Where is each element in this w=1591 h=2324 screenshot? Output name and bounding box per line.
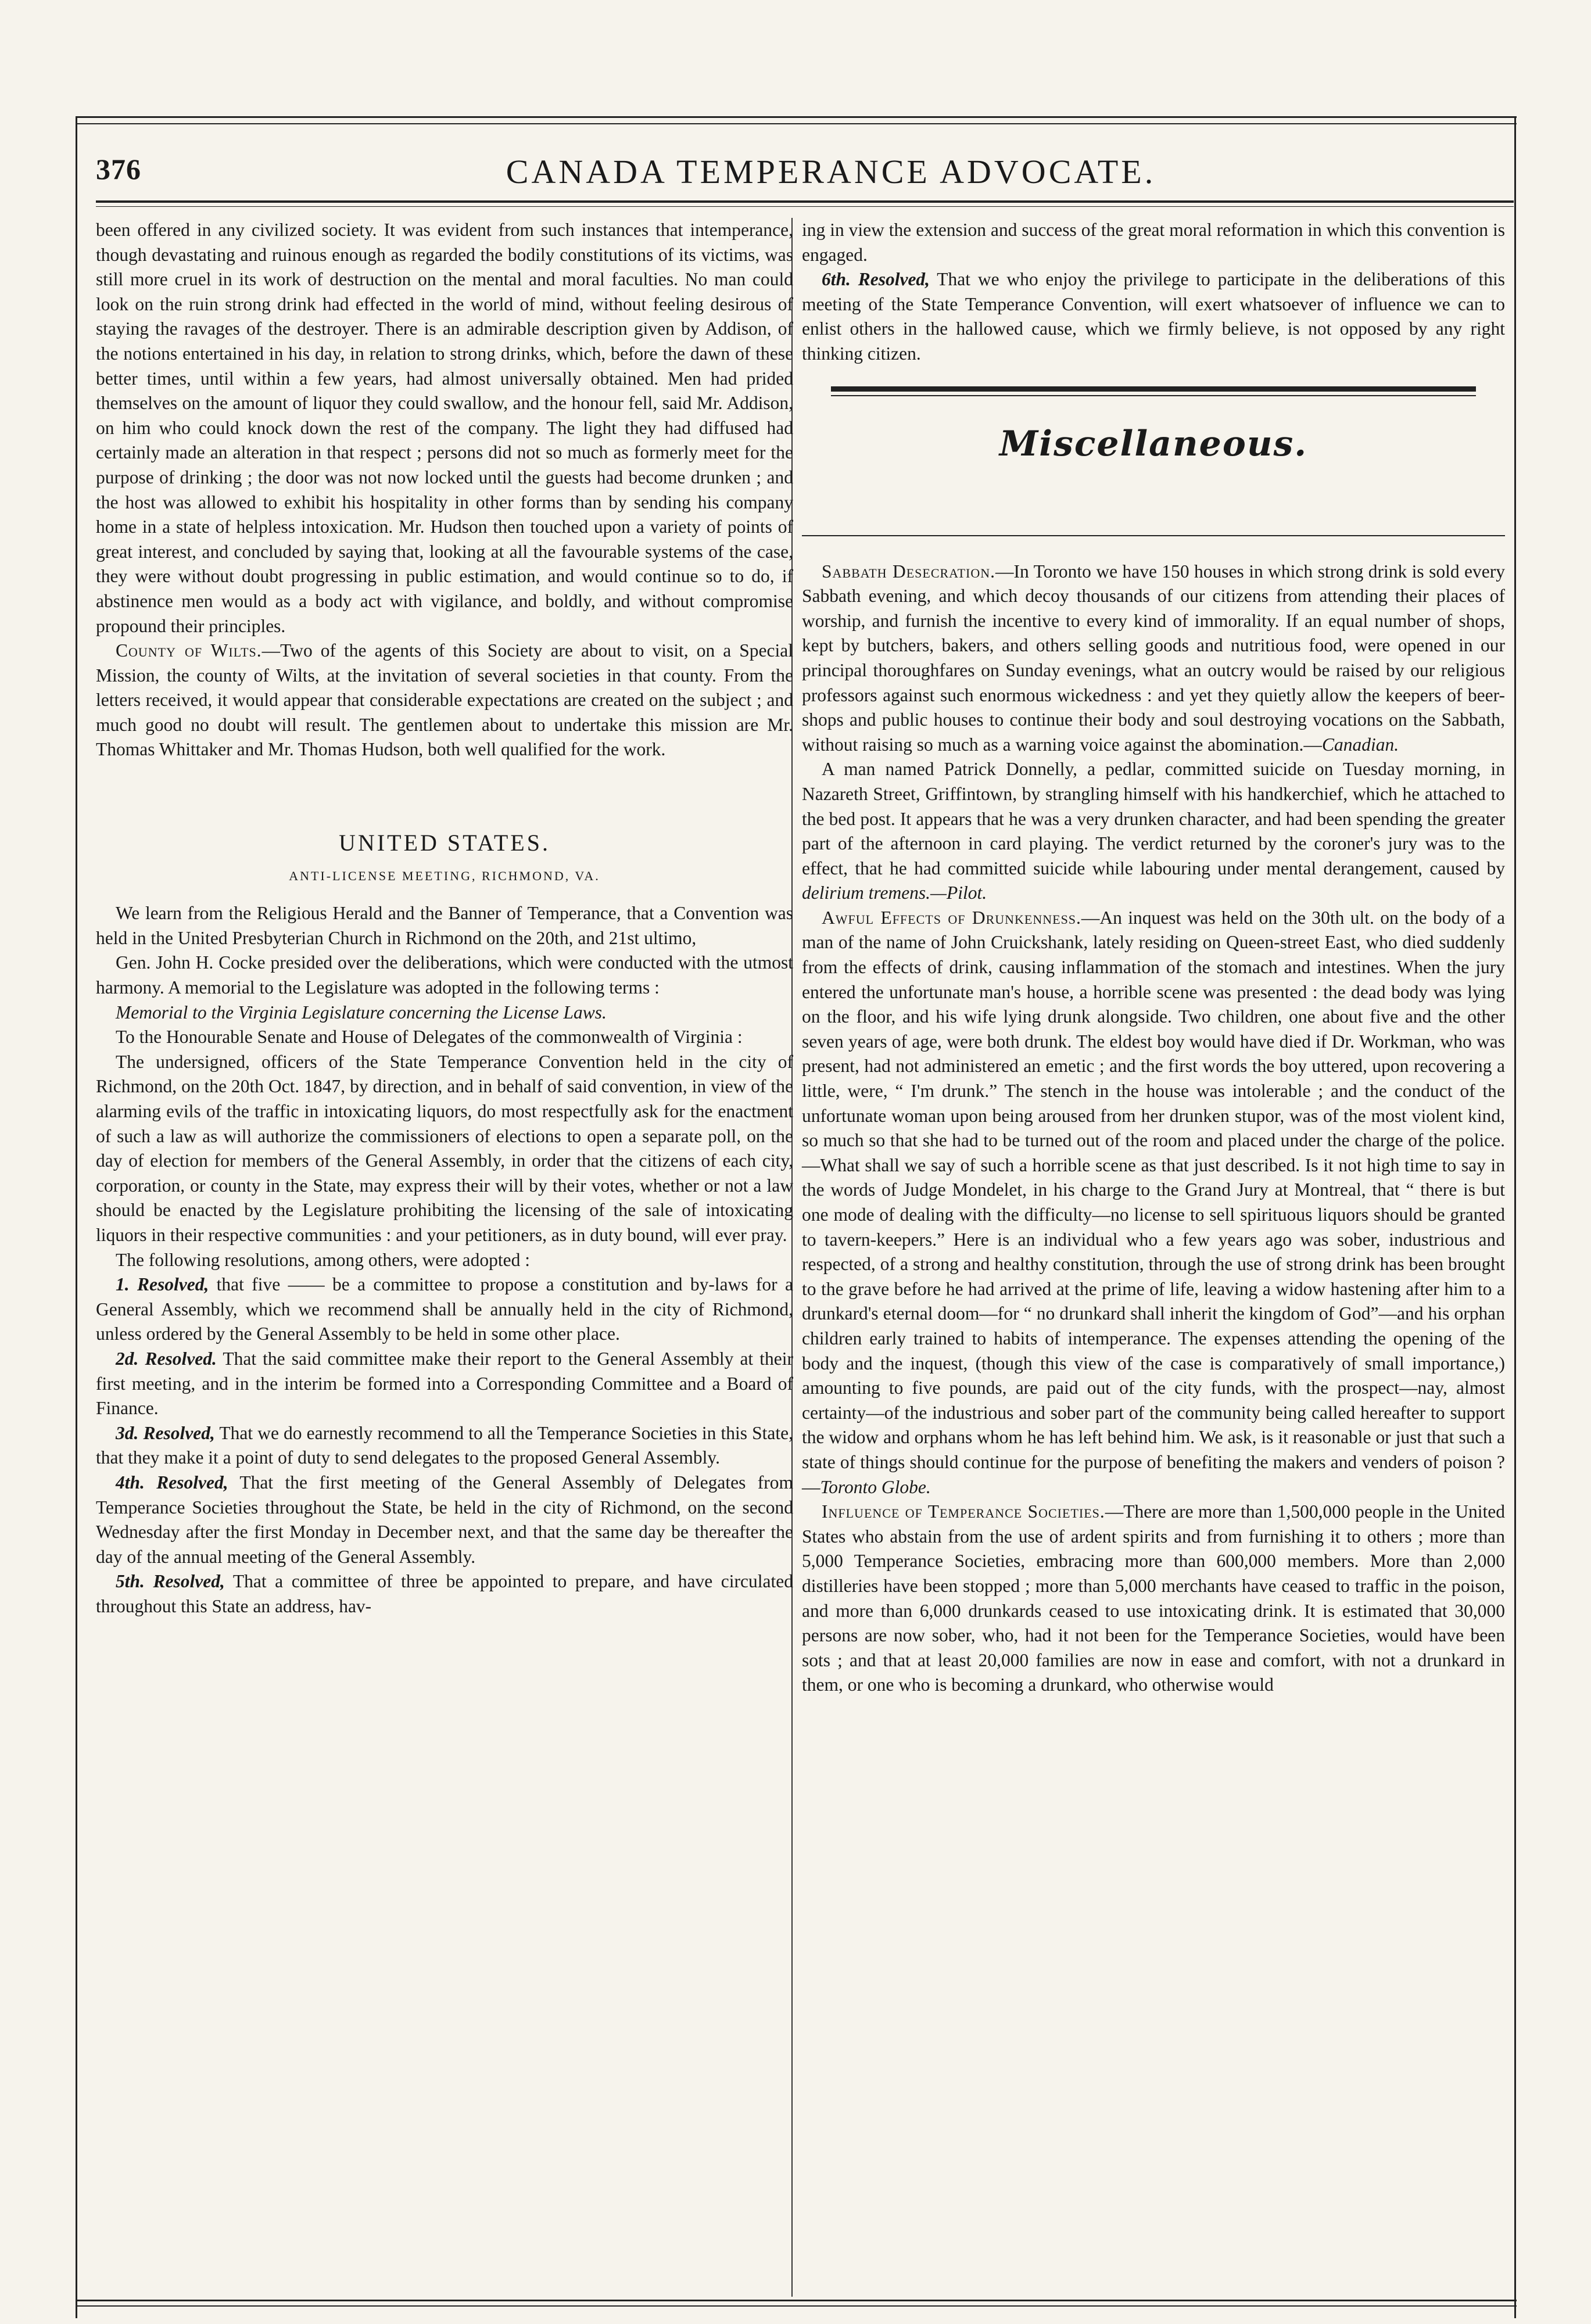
awful-effects-paragraph	[802, 906, 1505, 1500]
resolution-5-text: That a committee of three be appointed to prepare, and have circulated throughout this State an address, hav-	[96, 1571, 793, 1616]
donnelly-text: A man named Patrick Donnelly, a pedlar, committed suicide on Tuesday morning, in Nazareth Street, Griffintown, by strangling himself with his handkerchief, which he attached to the bed post. It appears that he was a very drunken character, and had been spending the greater part of the afternoon in card playing. The verdict returned by the coroner's jury was to the effect, that he had committed suicide while labouring under mental derangement, caused by	[802, 759, 1505, 878]
us-paragraph-5: The following resolutions, among others, were adopted :	[116, 1249, 530, 1270]
resolution-4	[96, 1471, 793, 1569]
section-subtitle: ANTI-LICENSE MEETING, RICHMOND, VA.	[289, 868, 600, 883]
wilts-lead: County of Wilts.	[116, 640, 262, 661]
memorial-title: Memorial to the Virginia Legislature concerning the License Laws.	[116, 1002, 607, 1023]
resolution-4-text: That the first meeting of the General Assembly of Delegates from Temperance Societies throughout the State, be held in the city of Richmond, on the second Wednesday after the first Monday in December next, and that the same day be thereafter the day of the annual meeting of the General Assembly.	[96, 1472, 793, 1567]
us-paragraph-1: We learn from the Religious Herald and the Banner of Temperance, that a Convention was held in the United Presbyterian Church in Richmond on the 20th, and 21st ultimo,	[96, 903, 793, 948]
resolution-6-lead: 6th. Resolved,	[822, 269, 930, 290]
left-column	[96, 218, 793, 1619]
resolution-2-text: That the said committee make their report to the General Assembly at their first meeting, and in the interim be formed into a Corresponding Committee and a Board of Finance.	[96, 1348, 794, 1419]
left-border-rule	[76, 116, 77, 2318]
right-column	[802, 218, 1505, 1698]
sabbath-lead: Sabbath Desecration.	[822, 561, 996, 582]
header-underline-thin	[96, 206, 1514, 207]
misc-rule-thick	[831, 386, 1476, 392]
top-border-rule-2	[76, 123, 1517, 124]
resolution-3-lead: 3d. Resolved,	[116, 1422, 215, 1443]
us-paragraph-4: The undersigned, officers of the State Temperance Convention held in the city of Richmond, on the 20th Oct. 1847, by direction, and in behalf of said convention, in view of the alarming evils of the traffic in intoxicating liquors, do most respectfully ask for the enactment of such a law as will authorize the commissioners of elections to open a separate poll, on the day of election for members of the General Assembly, in order that the citizens of each city, corporation, or county in the State, may express their will by their votes, whether or not a law should be enacted by the Legislature prohibiting the licensing of the sale of intoxicating liquors in their respective communities : and your petitioners, as in duty bound, will ever pray.	[96, 1051, 793, 1245]
resolution-6-text: That we who enjoy the privilege to participate in the deliberations of this meeting of the State Temperance Convention, will exert whatsoever of influence we can to enlist others in the hallowed cause, which we firmly believe, is not opposed by any right thinking citizen.	[802, 269, 1505, 364]
header-underline	[96, 200, 1514, 203]
misc-rule-bottom	[802, 535, 1505, 536]
awful-source: Toronto Globe.	[820, 1476, 931, 1497]
sabbath-source: Canadian.	[1321, 734, 1399, 755]
resolution-1-lead: 1. Resolved,	[116, 1274, 209, 1295]
donnelly-paragraph	[802, 757, 1505, 906]
resolution-5-lead: 5th. Resolved,	[116, 1571, 225, 1592]
sabbath-text: —In Toronto we have 150 houses in which strong drink is sold every Sabbath evening, and which decoy thousands of our citizens from attending their places of worship, and furnish the incentive to every kind of immorality. If an equal number of shops, kept by butchers, bakers, and others selling goods and nutritious food, were opened in our principal thoroughfares on Sunday evenings, what an outcry would be raised by our religious professors against such enormous wickedness : and yet they quietly allow the keepers of beer-shops and public houses to continue their body and soul destroying vocations on the Sabbath, without raising so much as a warning voice against the abomination.—	[802, 561, 1505, 755]
resolution-1	[96, 1272, 793, 1347]
resolution-2	[96, 1347, 793, 1421]
miscellaneous-header-block	[802, 386, 1505, 536]
wilts-text: —Two of the agents of this Society are about to visit, on a Special Mission, the county of Wilts, at the invitation of several societies in that county. From the letters received, it would appear that considerable expectations are created on the subject ; and much good no doubt will result. The gentlemen about to undertake this mission are Mr. Thomas Whittaker and Mr. Thomas Hudson, both well qualified for the work.	[96, 640, 793, 760]
page-number: 376	[96, 153, 141, 185]
awful-text: —An inquest was held on the 30th ult. on the body of a man of the name of John Cruickshank, lately residing on Queen-street East, who died suddenly from the effects of drink, causing inflammation of the stomach and intestines. When the jury entered the unfortunate man's house, a horrible scene was presented : the dead body was lying on the floor, and his wife lying drunk alongside. Two children, one about five and the other seven years of age, were both drunk. The eldest boy would have died if Dr. Workman, who was present, had not administered an emetic ; and the first words the boy uttered, upon recovering a little, were, “ I'm drunk.” The stench in the house was intolerable ; and the conduct of the unfortunate woman upon being aroused from her drunken stupor, was of the most violent kind, so much so that she had to be turned out of the room and placed under the charge of the police.—What shall we say of such a horrible scene as that just described. Is it not high time to say in the words of Judge Mondelet, in his charge to the Grand Jury at Montreal, that “ there is but one mode of dealing with the difficulty—no license to sell spirituous liquors should be granted to tavern-keepers.” Here is an individual who a few years ago was sober, industrious and respected, of a strong and healthy constitution, through the use of strong drink has been brought to the grave before he had arrived at the prime of life, leaving a widow hastening after him to a drunkard's eternal doom—for “ no drunkard shall inherit the kingdom of God”—and his orphan children early trained to habits of intemperance. The expenses attending the opening of the body and the inquest, (though this view of the case is comparatively of small importance,) amounting to five pounds, are paid out of the city funds, with the prospect—nay, almost certainty—of the industrious and sober part of the community being called hereafter to support the widow and orphans whom he has left behind him. We ask, is it reasonable or just that such a state of things should continue for the purpose of benefiting the makers and venders of poison ?—	[802, 907, 1506, 1497]
donnelly-source: delirium tremens.—Pilot.	[802, 883, 987, 903]
resolution-1-text: that five —— be a committee to propose a constitution and by-laws for a General Assembly, which we recommend shall be annually held in the city of Richmond, unless ordered by the General Assembly to be held in some other place.	[96, 1274, 793, 1344]
miscellaneous-heading: Miscellaneous.	[999, 423, 1308, 464]
influence-paragraph	[802, 1500, 1505, 1698]
resolution-6	[802, 267, 1505, 366]
right-continuation: ing in view the extension and success of the great moral reformation in which this convention is engaged.	[802, 220, 1505, 265]
publication-title: CANADA TEMPERANCE ADVOCATE.	[506, 153, 1156, 191]
resolution-3	[96, 1421, 793, 1471]
us-paragraph-2: Gen. John H. Cocke presided over the deliberations, which were conducted with the utmost harmony. A memorial to the Legislature was adopted in the following terms :	[96, 952, 793, 998]
bottom-rule	[76, 2300, 1517, 2301]
us-paragraph-3: To the Honourable Senate and House of Delegates of the commonwealth of Virginia :	[116, 1027, 743, 1048]
article-continuation: been offered in any civilized society. It was evident from such instances that intemperance, though devastating and ruinous enough as regarded the bodily constitutions of its victims, was still more cruel in its work of destruction on the mental and moral faculties. No man could look on the ruin strong drink had effected in the world of mind, without feeling desirous of staying the ravages of the destroyer. There is an admirable description given by Addison, of the notions entertained in his day, in relation to strong drinks, which, before the dawn of these better times, until within a few years, had almost universally obtained. Men had prided themselves on the amount of liquor they could swallow, and the honour fell, said Mr. Addison, on him who could knock down the rest of the company. The light they had diffused had certainly made an alteration in that respect ; persons did not so much as formerly meet for the purpose of drinking ; the door was not now locked until the guests had become drunken ; and the host was allowed to exhibit his hospitality in other forms than by sending his company home in a state of helpless intoxication. Mr. Hudson then touched upon a variety of points of great interest, and concluded by saying that, looking at all the favourable systems of the case, they were without doubt progressing in public estimation, and would continue so to do, if abstinence men would as a body act with vigilance, and boldly, and without compromise propound their principles.	[96, 220, 793, 636]
bottom-rule-2	[76, 2305, 1517, 2307]
resolution-4-lead: 4th. Resolved,	[116, 1472, 228, 1493]
right-border-rule	[1514, 116, 1516, 2318]
section-title-united-states: UNITED STATES.	[339, 830, 550, 856]
wilts-paragraph	[96, 639, 793, 762]
sabbath-paragraph	[802, 560, 1505, 758]
awful-lead: Awful Effects of Drunkenness.	[822, 907, 1081, 928]
resolution-2-lead: 2d. Resolved.	[116, 1348, 217, 1369]
influence-lead: Influence of Temperance Societies.	[822, 1501, 1105, 1522]
resolution-5	[96, 1569, 793, 1619]
resolution-3-text: That we do earnestly recommend to all the Temperance Societies in this State, that they make it a point of duty to send delegates to the proposed General Assembly.	[96, 1422, 793, 1468]
influence-text: —There are more than 1,500,000 people in the United States who abstain from the use of ardent spirits and from furnishing it to others ; more than 5,000 Temperance Societies, embracing more than 600,000 members. More than 2,000 distilleries have been stopped ; more than 5,000 merchants have ceased to traffic in the poison, and more than 6,000 drunkards ceased to use intoxicating drink. It is estimated that 30,000 persons are now sober, who, had it not been for the Temperance Societies, would have been sots ; and that at least 20,000 families are now in ease and comfort, with not a drunkard in them, or one who is becoming a drunkard, who otherwise would	[802, 1501, 1505, 1695]
top-border-rule	[76, 116, 1517, 118]
misc-rule-thin	[831, 395, 1476, 396]
